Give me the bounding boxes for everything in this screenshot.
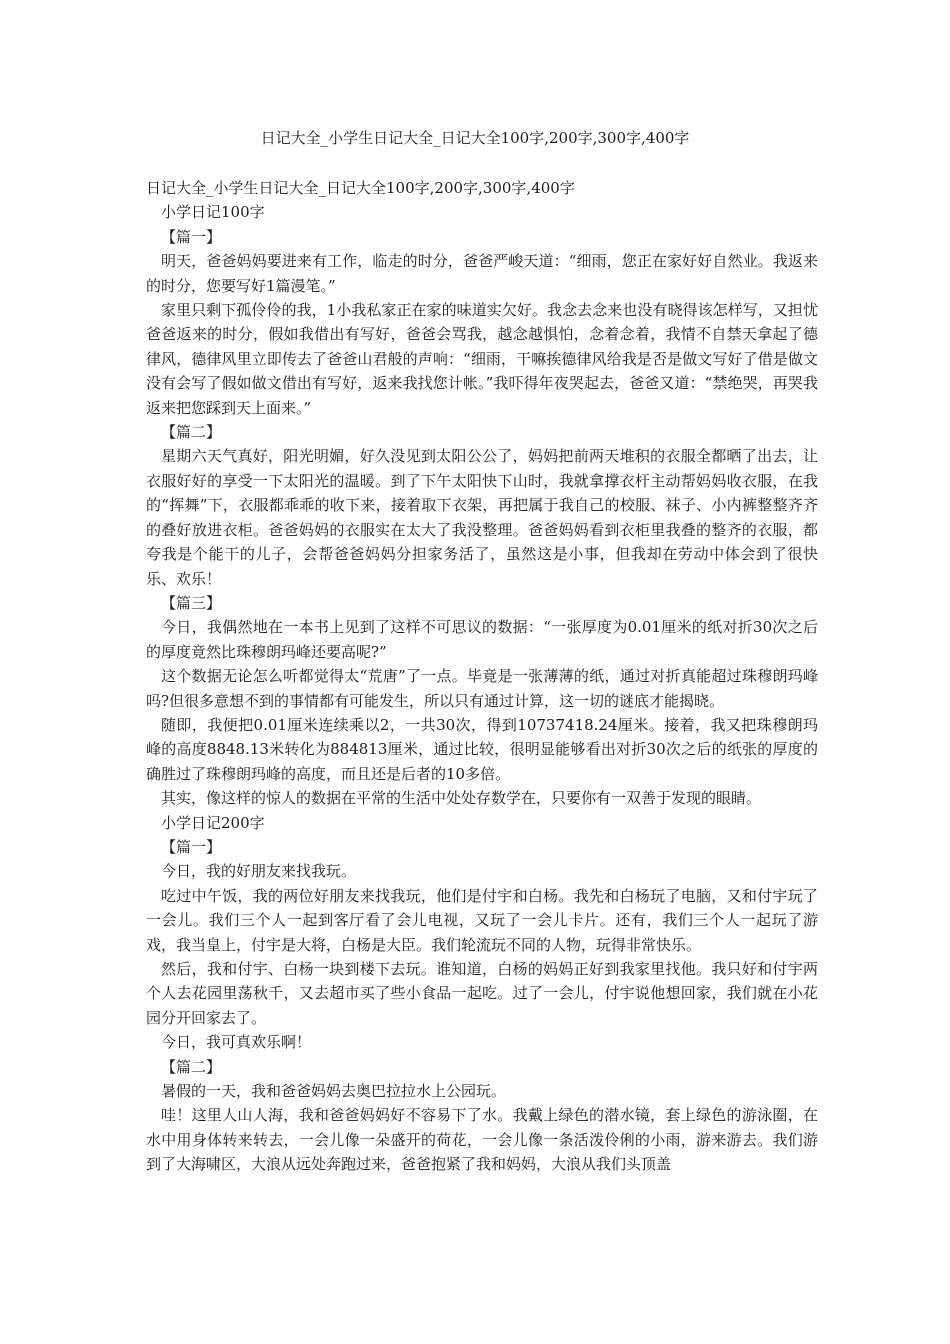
paragraph: 哇！这里人山人海，我和爸爸妈妈好不容易下了水。我戴上绿色的潜水镜，套上绿色的游泳圈，在水中用身体转来转去，一会儿像一朵盛开的荷花，一会儿像一条活泼伶俐的小雨，游来游去。我们游到了大海啸区，大浪从远处奔跑过来，爸爸抱紧了我和妈妈，大浪从我们头顶盖: [146, 1106, 818, 1174]
paragraph: 星期六天气真好，阳光明媚，好久没见到太阳公公了，妈妈把前两天堆积的衣服全都晒了出去，让衣服好好的享受一下太阳光的温暖。到了下午太阳快下山时，我就拿撑衣杆主动帮妈妈收衣服，在我的“挥舞”下，衣服都乖乖的收下来，接着取下衣架，再把属于我自己的校服、袜子、小内裤整整齐齐的叠好放进衣柜。爸爸妈妈的衣服实在太大了我没整理。爸爸妈妈看到衣柜里我叠的整齐的衣服，都夸我是个能干的儿子，会帮爸爸妈妈分担家务活了，虽然这是小事，但我却在劳动中体会到了很快乐、欢乐！: [146, 447, 818, 588]
chapter-label: 【篇二】: [161, 423, 222, 442]
paragraph: 随即，我便把0.01厘米连续乘以2，一共30次，得到10737418.24厘米。接着，我又把珠穆朗玛峰的高度8848.13米转化为884813厘米，通过比较，很明显能够看出对折30次之后的纸张的厚度的确胜过了珠穆朗玛峰的高度，而且还是后者的10多倍。: [146, 715, 818, 783]
paragraph: 这个数据无论怎么听都觉得太“荒唐”了一点。毕竟是一张薄薄的纸，通过对折真能超过珠穆朗玛峰吗?但很多意想不到的事情都有可能发生，所以只有通过计算，这一切的谜底才能揭晓。: [146, 667, 818, 710]
paragraph: 家里只剩下孤伶伶的我，1小我私家正在家的味道实欠好。我念去念来也没有晓得该怎样写，又担忧爸爸返来的时分，假如我借出有写好，爸爸会骂我，越念越惧怕，念着念着，我情不自禁天拿起了德律风，德律风里立即传去了爸爸山君般的声响：“细雨，干嘛挨德律风给我是否是做文写好了借是做文没有会写了假如做文借出有写好，返来我找您计帐。”我吓得年夜哭起去，爸爸又道：“禁绝哭，再哭我返来把您踩到天上面来。”: [146, 301, 818, 417]
chapter-label: 【篇二】: [161, 1057, 222, 1076]
paragraph: 今日，我可真欢乐啊！: [161, 1033, 312, 1052]
paragraph: 然后，我和付宇、白杨一块到楼下去玩。谁知道，白杨的妈妈正好到我家里找他。我只好和付宇两个人去花园里荡秋千，又去超市买了些小食品一起吃。过了一会儿，付宇说他想回家，我们就在小花园分开回家去了。: [146, 960, 818, 1027]
chapter-label: 【篇一】: [161, 837, 222, 856]
paragraph: 吃过中午饭，我的两位好朋友来找我玩，他们是付宇和白杨。我先和白杨玩了电脑，又和付宇玩了一会儿。我们三个人一起到客厅看了会儿电视，又玩了一会儿卡片。还有，我们三个人一起玩了游戏，我当皇上，付宇是大将，白杨是大臣。我们轮流玩不同的人物，玩得非常快乐。: [146, 886, 818, 954]
chapter-label: 【篇三】: [161, 593, 222, 612]
chapter-label: 【篇一】: [161, 227, 222, 246]
section-heading-200: 小学日记200字: [161, 813, 265, 832]
body-heading: 日记大全_小学生日记大全_日记大全100字,200字,300字,400字: [146, 179, 575, 197]
paragraph: 今日，我偶然地在一本书上见到了这样不可思议的数据：“一张厚度为0.01厘米的纸对折30次之后的厚度竟然比珠穆朗玛峰还要高呢?”: [146, 618, 818, 661]
section-heading-100: 小学日记100字: [161, 203, 265, 222]
paragraph: 明天，爸爸妈妈要进来有工作，临走的时分，爸爸严峻天道：“细雨，您正在家好好自然业。我返来的时分，您要写好1篇漫笔。”: [146, 252, 818, 295]
paragraph: 暑假的一天，我和爸爸妈妈去奥巴拉拉水上公园玩。: [161, 1082, 507, 1101]
paragraph: 其实，像这样的惊人的数据在平常的生活中处处存数学在，只要你有一双善于发现的眼睛。: [161, 789, 762, 808]
document-title: 日记大全_小学生日记大全_日记大全100字,200字,300字,400字: [260, 129, 690, 147]
paragraph: 今日，我的好朋友来找我玩。: [161, 862, 357, 881]
document-body: [146, 176, 818, 1177]
